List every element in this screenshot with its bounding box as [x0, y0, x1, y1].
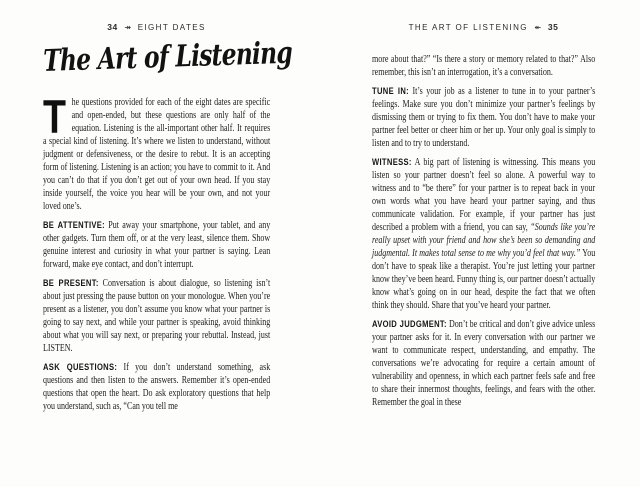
paragraph-text: more about that?” “Is there a story or memory related to that?” Also remember, this isn’t an interrogation, it’s a conversation. — [372, 54, 596, 78]
intro-text: he questions provided for each of the eight dates are specific and open-ended, but these questions are only half of the equation. Listening is the all-important other half. It requires a special kind of listening. It’s where we listen to understand, without judgment or defensiveness, or the desire to rebut. It is an accepting form of listening. Listening is an action; you have to commit to it. And you can’t do that if you don’t get out of your own head. If you stay inside yourself, the voice you hear will be your own, and not your loved one’s. — [43, 97, 271, 212]
paragraph-be-present — [43, 277, 270, 355]
chapter-title: The Art of Listening — [43, 35, 293, 79]
paragraph-label: BE ATTENTIVE: — [43, 220, 106, 231]
running-head-left-title: EIGHT DATES — [137, 23, 206, 32]
arrow-right-icon: ↠ — [124, 23, 132, 32]
paragraph-text: Don’t be critical and don’t give advice unless your partner asks for it. In every conversation with our partner we want to communicate respect, understanding, and empathy. The conversations we’re advocating for require a certain amount of vulnerability and openness, in which each partner feels safe and free to share their innermost thoughts, feelings, and fears with the other. Remember the goal in these — [372, 319, 596, 408]
arrow-left-icon: ↞ — [534, 23, 542, 32]
page-number-left: 34 — [107, 22, 118, 32]
example-quote-italic: “Sounds like you’re really upset with your friend and how she’s been so demanding and judgmental. It makes total sense to me why you’d feel that way.” — [372, 222, 596, 259]
page-left-body — [43, 90, 271, 419]
page-left — [43, 0, 293, 487]
paragraph-text: Put away your smartphone, your tablet, and any other gadgets. Turn them off, or at the very least, silence them. Show genuine interest and curiosity in what your partner is saying. Lean forward, make eye contact, and don’t interrupt. — [43, 220, 271, 270]
paragraph-ask-questions — [43, 361, 270, 413]
paragraph-text: Conversation is about dialogue, so listening isn’t about just pressing the pause button on your monologue. When you’re present as a listener, you don’t assume you know what your partner is going to say next, and while your partner is speaking, avoid thinking about what you will say next, or preparing your rebuttal. Instead, just LISTEN. — [43, 278, 271, 354]
running-head-left — [23, 22, 290, 32]
paragraph-text: You don’t have to speak like a therapist. You’re just letting your partner know they’ve been heard. Funny thing is, our partner doesn’t actually know what’s going on in our head, despite the fact that we often think they should. Share that you’ve heard your partner. — [372, 248, 596, 311]
paragraph-avoid-judgment — [372, 318, 595, 409]
paragraph-label: BE PRESENT: — [43, 278, 99, 289]
paragraph-label: WITNESS: — [372, 157, 412, 168]
paragraph-witness — [372, 156, 595, 312]
running-head-right-title: THE ART OF LISTENING — [408, 23, 528, 32]
paragraph-be-attentive — [43, 219, 270, 271]
paragraph-text: It’s your job as a listener to tune in to your partner’s feelings. Make sure you don’t minimize your partner’s feelings by dismissing them or trying to fix them. You don’t have to make your partner feel better or cheer him or her up. Your only goal is simply to listen and to try to understand. — [372, 86, 596, 149]
paragraph-label: TUNE IN: — [372, 86, 409, 97]
running-head-right — [352, 22, 615, 32]
paragraph-text: If you don’t understand something, ask questions and then listen to the answers. Remember it’s open-ended questions that open the heart. Do ask exploratory questions that help you understand, such as, “Can you tell me — [43, 362, 271, 412]
page-right — [372, 0, 595, 487]
dropcap: T — [43, 90, 66, 143]
paragraph-label: ASK QUESTIONS: — [43, 362, 118, 373]
intro-paragraph — [43, 90, 271, 213]
paragraph-text: A big part of listening is witnessing. This means you listen so your partner doesn’t feel so alone. A powerful way to witness and to “be there” for your partner is to repeat back in your own words what you have heard your partner saying, and thus communicate validation. For example, if your partner has just described a problem with a friend, you can say, — [372, 157, 596, 233]
paragraph-label: AVOID JUDGMENT: — [372, 319, 447, 330]
page-right-body — [372, 53, 595, 415]
paragraph-continuation — [372, 53, 595, 79]
page-number-right: 35 — [547, 22, 559, 32]
paragraph-tune-in — [372, 85, 595, 150]
